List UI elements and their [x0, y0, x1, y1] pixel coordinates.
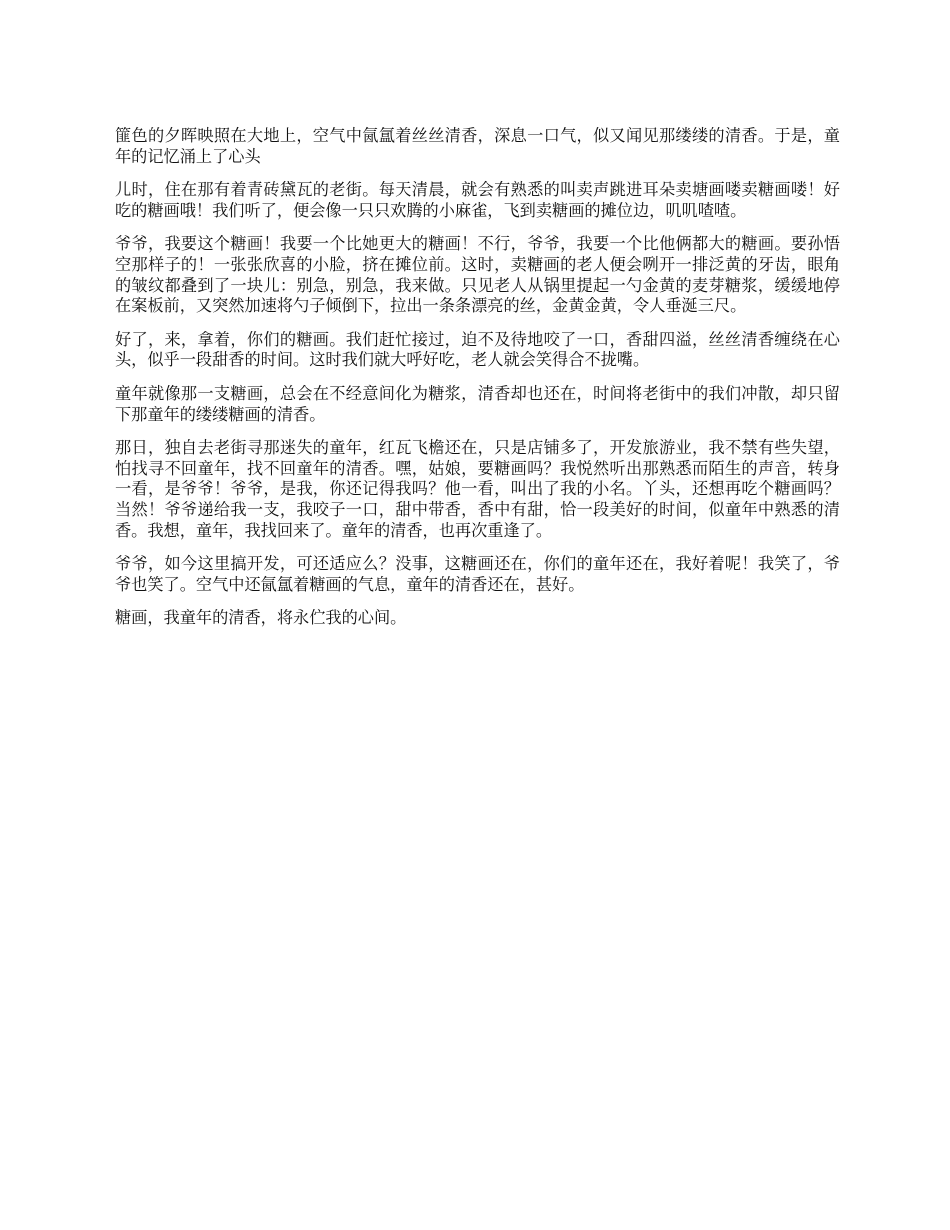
paragraph-1: 篚色的夕晖映照在大地上，空气中氤氲着丝丝清香，深息一口气，似又闻见那缕缕的清香。于是，童年的记忆涌上了心头 — [115, 126, 840, 166]
paragraph-5: 童年就像那一支糖画，总会在不经意间化为糖浆，清香却也还在，时间将老街中的我们冲散，却只留下那童年的缕缕糖画的清香。 — [115, 383, 840, 424]
paragraph-2: 儿时，住在那有着青砖黛瓦的老街。每天清晨，就会有熟悉的叫卖声跳进耳朵卖塘画喽卖糖画喽！好吃的糖画哦！我们听了，便会像一只只欢腾的小麻雀，飞到卖糖画的摊位边，叽叽喳喳。 — [115, 180, 840, 220]
paragraph-7: 爷爷，如今这里搞开发，可还适应么？没事，这糖画还在，你们的童年还在，我好着呢！我笑了，爷爷也笑了。空气中还氤氲着糖画的气息，童年的清香还在，甚好。 — [115, 554, 840, 594]
paragraph-3: 爷爷，我要这个糖画！我要一个比她更大的糖画！不行，爷爷，我要一个比他俩都大的糖画。要孙悟空那样子的！一张张欣喜的小脸，挤在摊位前。这时，卖糖画的老人便会咧开一排泛黄的牙齿，眼角的皱纹都叠到了一块儿：别急，别急，我来做。只见老人从锅里提起一勺金黄的麦芽糖浆，缓缓地停在案板前，又突然加速将勺子倾倒下，拉出一条条漂亮的丝，金黄金黄，令人垂涎三尺。 — [115, 234, 840, 316]
paragraph-8: 糖画，我童年的清香，将永伫我的心间。 — [115, 608, 407, 628]
document-body — [115, 126, 840, 642]
paragraph-4: 好了，来，拿着，你们的糖画。我们赶忙接过，迫不及待地咬了一口，香甜四溢，丝丝清香缠绕在心头，似乎一段甜香的时间。这时我们就大呼好吃，老人就会笑得合不拢嘴。 — [115, 329, 840, 370]
paragraph-6: 那日，独自去老街寻那迷失的童年，红瓦飞檐还在，只是店铺多了，开发旅游业，我不禁有些失望，怕找寻不回童年，找不回童年的清香。嘿，姑娘，要糖画吗？我悦然听出那熟悉而陌生的声音，转身一看，是爷爷！爷爷，是我，你还记得我吗？他一看，叫出了我的小名。丫头，还想再吃个糖画吗？当然！爷爷递给我一支，我咬子一口，甜中带香，香中有甜，恰一段美好的时间，似童年中熟悉的清香。我想，童年，我找回来了。童年的清香，也再次重逢了。 — [115, 438, 840, 540]
